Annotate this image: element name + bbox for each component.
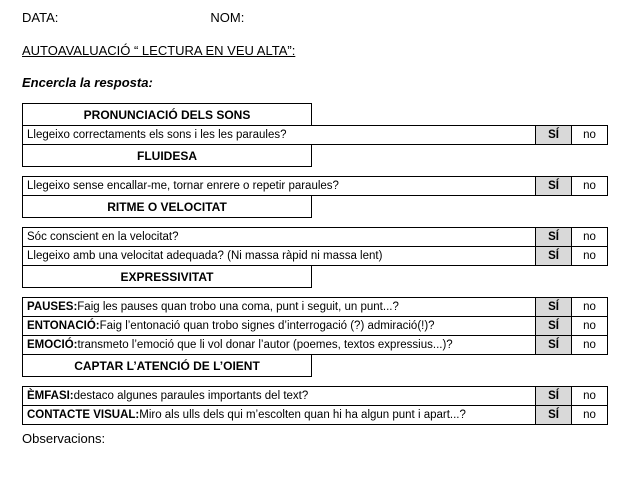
answer-no-cell[interactable]: no [571,297,608,317]
question-body: Llegeixo amb una velocitat adequada? (Ni massa ràpid ni massa lent) [27,250,383,262]
section-header: CAPTAR L’ATENCIÓ DE L’OIENT [22,354,312,377]
answer-yes-cell[interactable]: SÍ [535,335,572,355]
question-row [22,246,608,266]
page-title: AUTOAVALUACIÓ “ LECTURA EN VEU ALTA”: [22,43,296,58]
question-row [22,316,608,336]
question-body: Faig les pauses quan trobo una coma, punt i seguit, un punt...? [77,301,399,313]
question-row [22,176,608,196]
question-text [22,386,536,406]
question-text [22,335,536,355]
answer-no-cell[interactable]: no [571,405,608,425]
question-text [22,176,536,196]
section-header: RITME O VELOCITAT [22,195,312,218]
answer-yes-cell[interactable]: SÍ [535,386,572,406]
self-assessment-table [22,103,608,425]
answer-no-cell[interactable]: no [571,176,608,196]
question-body: transmeto l’emoció que li vol donar l’autor (poemes, textos expressius...)? [77,339,453,351]
answer-yes-cell[interactable]: SÍ [535,246,572,266]
section-header: PRONUNCIACIÓ DELS SONS [22,103,312,126]
table-spacer [22,218,608,227]
data-label: DATA: [22,10,59,25]
question-row [22,125,608,145]
question-row [22,405,608,425]
question-body: Miro als ulls dels qui m’escolten quan hi ha algun punt i apart...? [139,409,466,421]
answer-yes-cell[interactable]: SÍ [535,227,572,247]
table-spacer [22,377,608,386]
question-label: ÈMFASI: [27,390,74,402]
answer-yes-cell[interactable]: SÍ [535,405,572,425]
answer-no-cell[interactable]: no [571,246,608,266]
answer-no-cell[interactable]: no [571,125,608,145]
answer-yes-cell[interactable]: SÍ [535,125,572,145]
question-row [22,386,608,406]
question-row [22,335,608,355]
question-body: Llegeixo correctaments els sons i les les paraules? [27,129,287,141]
question-text [22,316,536,336]
question-text [22,297,536,317]
question-label: CONTACTE VISUAL: [27,409,140,421]
question-body: Llegeixo sense encallar-me, tornar enrere o repetir paraules? [27,180,339,192]
question-body: Faig l’entonació quan trobo signes d’interrogació (?) admiració(!)? [99,320,435,332]
question-text [22,246,536,266]
answer-yes-cell[interactable]: SÍ [535,176,572,196]
question-body: Sóc conscient en la velocitat? [27,231,179,243]
section-header: EXPRESSIVITAT [22,265,312,288]
header-line [22,10,635,25]
nom-label: NOM: [210,10,245,25]
question-text [22,125,536,145]
question-body: destaco algunes paraules importants del text? [73,390,309,402]
table-spacer [22,288,608,297]
section-header: FLUIDESA [22,144,312,167]
answer-no-cell[interactable]: no [571,227,608,247]
question-row [22,227,608,247]
question-text [22,227,536,247]
answer-no-cell[interactable]: no [571,316,608,336]
observations-label: Observacions: [22,431,106,446]
answer-yes-cell[interactable]: SÍ [535,297,572,317]
answer-no-cell[interactable]: no [571,335,608,355]
question-text [22,405,536,425]
instruction-text: Encercla la resposta: [22,75,153,90]
table-spacer [22,167,608,176]
question-row [22,297,608,317]
question-label: EMOCIÓ: [27,339,78,351]
question-label: ENTONACIÓ: [27,320,100,332]
answer-yes-cell[interactable]: SÍ [535,316,572,336]
question-label: PAUSES: [27,301,78,313]
answer-no-cell[interactable]: no [571,386,608,406]
